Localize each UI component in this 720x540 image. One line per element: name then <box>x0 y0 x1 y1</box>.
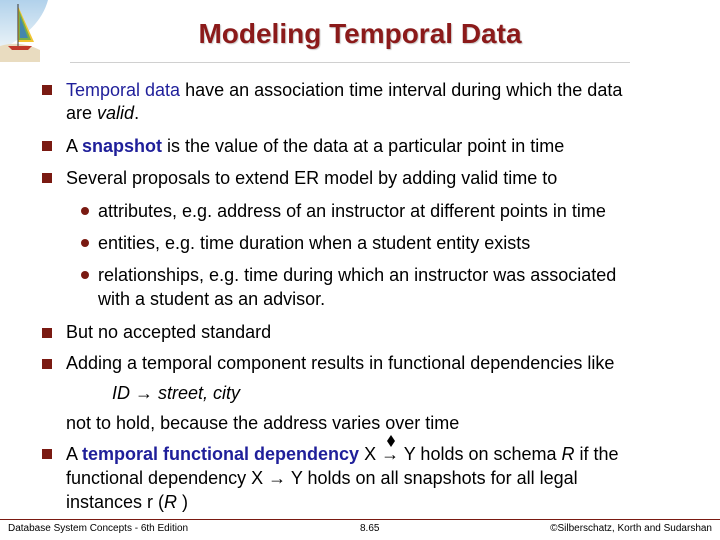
bullet-1-period: . <box>134 103 140 123</box>
bullet-6-line-2: functional dependency X → Y holds on all snapshots for all legal <box>66 468 578 488</box>
temporal-arrow <box>381 443 399 465</box>
bullet-1-line-1 <box>66 79 622 101</box>
footer-page-number: 8.65 <box>360 523 380 534</box>
bullet-6-line-3-prefix: instances r ( <box>66 492 165 512</box>
bullet-1-text-2: are <box>66 103 98 123</box>
bullet-square <box>42 85 52 95</box>
bullet-1-text: have an association time interval during which the data <box>180 80 623 100</box>
schema-r: R <box>561 444 575 464</box>
sub-bullet-entities: entities, e.g. time duration when a student entity exists <box>98 233 531 253</box>
term-snapshot: snapshot <box>82 136 163 156</box>
footer-copyright: ©Silberschatz, Korth and Sudarshan <box>550 523 712 534</box>
bullet-1-line-2 <box>66 102 139 124</box>
schema-r-2: R <box>164 492 178 512</box>
bullet-4-line: But no accepted standard <box>66 322 272 342</box>
sub-bullet-dot <box>81 271 89 279</box>
bullet-2-line <box>66 135 564 157</box>
fd-example: ID → street, city <box>112 383 241 403</box>
bullet-6-line-3-suffix: ) <box>177 492 189 512</box>
term-temporal-data: Temporal data <box>66 80 181 100</box>
bullet-6-tail: if the <box>574 444 619 464</box>
bullet-6-line-3 <box>66 491 188 513</box>
title-divider <box>70 62 630 63</box>
sub-bullet-dot <box>81 239 89 247</box>
footer-divider <box>0 519 720 520</box>
fd-left: X <box>359 444 382 464</box>
tau-marker-icon <box>387 441 395 447</box>
slide-title: Modeling Temporal Data <box>198 18 522 49</box>
bullet-6-prefix: A <box>66 444 83 464</box>
bullet-square <box>42 328 52 338</box>
arrow-symbol: → <box>381 444 400 464</box>
bullet-5-after: not to hold, because the address varies over time <box>66 413 460 433</box>
bullet-6-line-1 <box>66 443 619 465</box>
sub-bullet-dot <box>81 207 89 215</box>
bullet-square <box>42 359 52 369</box>
term-valid: valid <box>97 103 135 123</box>
sub-bullet-relationships-1: relationships, e.g. time during which an instructor was associated <box>98 265 617 285</box>
sub-bullet-attributes: attributes, e.g. address of an instructor at different points in time <box>98 201 606 221</box>
bullet-2-text: is the value of the data at a particular point in time <box>162 136 565 156</box>
sub-bullet-relationships-2: with a student as an advisor. <box>98 289 326 309</box>
fd-right: Y holds on schema <box>399 444 562 464</box>
term-temporal-fd: temporal functional dependency <box>82 444 360 464</box>
footer-left: Database System Concepts - 6th Edition <box>8 523 189 534</box>
bullet-5-line: Adding a temporal component results in functional dependencies like <box>66 353 615 373</box>
bullet-square <box>42 449 52 459</box>
bullet-square <box>42 141 52 151</box>
bullet-square <box>42 173 52 183</box>
bullet-2-prefix: A <box>66 136 83 156</box>
bullet-3-line: Several proposals to extend ER model by adding valid time to <box>66 168 558 188</box>
